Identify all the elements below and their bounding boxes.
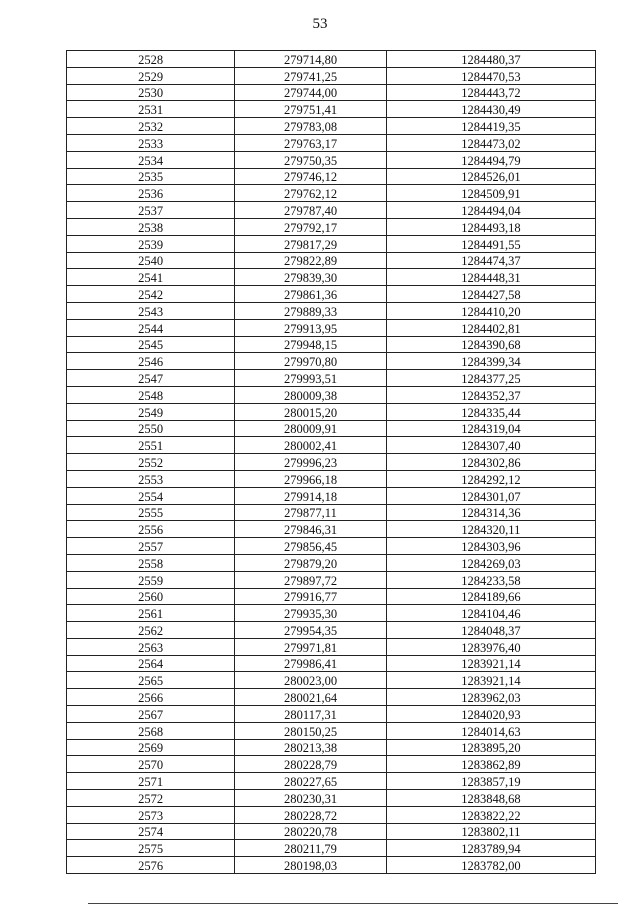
coordinates-table-body xyxy=(67,51,596,874)
x-coordinate-cell: 280198,03 xyxy=(235,857,386,874)
point-number-cell: 2576 xyxy=(67,857,235,874)
x-coordinate-cell: 280211,79 xyxy=(235,840,386,857)
point-number-cell: 2574 xyxy=(67,823,235,840)
table-row xyxy=(67,319,596,336)
point-number-cell: 2530 xyxy=(67,84,235,101)
point-number-cell: 2557 xyxy=(67,538,235,555)
x-coordinate-cell: 280228,79 xyxy=(235,756,386,773)
x-coordinate-cell: 279744,00 xyxy=(235,84,386,101)
y-coordinate-cell: 1284474,37 xyxy=(386,252,595,269)
x-coordinate-cell: 279993,51 xyxy=(235,370,386,387)
table-row xyxy=(67,538,596,555)
x-coordinate-cell: 279914,18 xyxy=(235,487,386,504)
y-coordinate-cell: 1284307,40 xyxy=(386,437,595,454)
point-number-cell: 2561 xyxy=(67,605,235,622)
coordinates-table xyxy=(66,50,596,874)
table-row xyxy=(67,353,596,370)
y-coordinate-cell: 1284430,49 xyxy=(386,101,595,118)
x-coordinate-cell: 280015,20 xyxy=(235,403,386,420)
y-coordinate-cell: 1283976,40 xyxy=(386,638,595,655)
point-number-cell: 2543 xyxy=(67,302,235,319)
y-coordinate-cell: 1284233,58 xyxy=(386,571,595,588)
y-coordinate-cell: 1284314,36 xyxy=(386,504,595,521)
table-row xyxy=(67,638,596,655)
x-coordinate-cell: 279751,41 xyxy=(235,101,386,118)
x-coordinate-cell: 279783,08 xyxy=(235,118,386,135)
x-coordinate-cell: 279746,12 xyxy=(235,168,386,185)
table-row xyxy=(67,218,596,235)
point-number-cell: 2570 xyxy=(67,756,235,773)
table-row xyxy=(67,51,596,68)
y-coordinate-cell: 1284473,02 xyxy=(386,134,595,151)
x-coordinate-cell: 280009,91 xyxy=(235,420,386,437)
y-coordinate-cell: 1283789,94 xyxy=(386,840,595,857)
table-row xyxy=(67,521,596,538)
x-coordinate-cell: 279792,17 xyxy=(235,218,386,235)
point-number-cell: 2536 xyxy=(67,185,235,202)
x-coordinate-cell: 280228,72 xyxy=(235,806,386,823)
x-coordinate-cell: 279889,33 xyxy=(235,302,386,319)
table-row xyxy=(67,84,596,101)
y-coordinate-cell: 1284480,37 xyxy=(386,51,595,68)
point-number-cell: 2569 xyxy=(67,739,235,756)
point-number-cell: 2556 xyxy=(67,521,235,538)
table-row xyxy=(67,672,596,689)
x-coordinate-cell: 279897,72 xyxy=(235,571,386,588)
x-coordinate-cell: 279714,80 xyxy=(235,51,386,68)
x-coordinate-cell: 280117,31 xyxy=(235,706,386,723)
point-number-cell: 2575 xyxy=(67,840,235,857)
table-row xyxy=(67,706,596,723)
table-row xyxy=(67,118,596,135)
y-coordinate-cell: 1283862,89 xyxy=(386,756,595,773)
point-number-cell: 2550 xyxy=(67,420,235,437)
x-coordinate-cell: 280009,38 xyxy=(235,386,386,403)
table-row xyxy=(67,857,596,874)
x-coordinate-cell: 280220,78 xyxy=(235,823,386,840)
x-coordinate-cell: 279750,35 xyxy=(235,151,386,168)
y-coordinate-cell: 1284493,18 xyxy=(386,218,595,235)
y-coordinate-cell: 1283921,14 xyxy=(386,672,595,689)
point-number-cell: 2553 xyxy=(67,470,235,487)
x-coordinate-cell: 280230,31 xyxy=(235,790,386,807)
y-coordinate-cell: 1283802,11 xyxy=(386,823,595,840)
table-row xyxy=(67,504,596,521)
table-row xyxy=(67,185,596,202)
y-coordinate-cell: 1284410,20 xyxy=(386,302,595,319)
y-coordinate-cell: 1284494,04 xyxy=(386,202,595,219)
y-coordinate-cell: 1284269,03 xyxy=(386,554,595,571)
table-row xyxy=(67,370,596,387)
table-row xyxy=(67,773,596,790)
point-number-cell: 2552 xyxy=(67,454,235,471)
y-coordinate-cell: 1284470,53 xyxy=(386,67,595,84)
y-coordinate-cell: 1284104,46 xyxy=(386,605,595,622)
y-coordinate-cell: 1284494,79 xyxy=(386,151,595,168)
x-coordinate-cell: 279948,15 xyxy=(235,336,386,353)
x-coordinate-cell: 279817,29 xyxy=(235,235,386,252)
y-coordinate-cell: 1284399,34 xyxy=(386,353,595,370)
x-coordinate-cell: 279935,30 xyxy=(235,605,386,622)
y-coordinate-cell: 1283962,03 xyxy=(386,689,595,706)
point-number-cell: 2563 xyxy=(67,638,235,655)
x-coordinate-cell: 280213,38 xyxy=(235,739,386,756)
point-number-cell: 2534 xyxy=(67,151,235,168)
table-row xyxy=(67,487,596,504)
table-row xyxy=(67,588,596,605)
x-coordinate-cell: 279861,36 xyxy=(235,286,386,303)
table-row xyxy=(67,454,596,471)
point-number-cell: 2540 xyxy=(67,252,235,269)
x-coordinate-cell: 279971,81 xyxy=(235,638,386,655)
y-coordinate-cell: 1284443,72 xyxy=(386,84,595,101)
table-row xyxy=(67,403,596,420)
table-row xyxy=(67,756,596,773)
x-coordinate-cell: 280002,41 xyxy=(235,437,386,454)
y-coordinate-cell: 1283921,14 xyxy=(386,655,595,672)
y-coordinate-cell: 1284302,86 xyxy=(386,454,595,471)
table-row xyxy=(67,470,596,487)
table-row xyxy=(67,302,596,319)
y-coordinate-cell: 1284292,12 xyxy=(386,470,595,487)
point-number-cell: 2551 xyxy=(67,437,235,454)
x-coordinate-cell: 279970,80 xyxy=(235,353,386,370)
table-row xyxy=(67,420,596,437)
point-number-cell: 2555 xyxy=(67,504,235,521)
y-coordinate-cell: 1284402,81 xyxy=(386,319,595,336)
table-row xyxy=(67,806,596,823)
point-number-cell: 2573 xyxy=(67,806,235,823)
x-coordinate-cell: 279763,17 xyxy=(235,134,386,151)
point-number-cell: 2547 xyxy=(67,370,235,387)
y-coordinate-cell: 1284377,25 xyxy=(386,370,595,387)
y-coordinate-cell: 1284390,68 xyxy=(386,336,595,353)
point-number-cell: 2531 xyxy=(67,101,235,118)
point-number-cell: 2537 xyxy=(67,202,235,219)
point-number-cell: 2564 xyxy=(67,655,235,672)
point-number-cell: 2571 xyxy=(67,773,235,790)
bottom-rule xyxy=(88,903,618,904)
y-coordinate-cell: 1284301,07 xyxy=(386,487,595,504)
point-number-cell: 2568 xyxy=(67,722,235,739)
x-coordinate-cell: 280023,00 xyxy=(235,672,386,689)
y-coordinate-cell: 1283857,19 xyxy=(386,773,595,790)
x-coordinate-cell: 279787,40 xyxy=(235,202,386,219)
point-number-cell: 2565 xyxy=(67,672,235,689)
y-coordinate-cell: 1284189,66 xyxy=(386,588,595,605)
point-number-cell: 2541 xyxy=(67,269,235,286)
table-row xyxy=(67,739,596,756)
y-coordinate-cell: 1284419,35 xyxy=(386,118,595,135)
y-coordinate-cell: 1284448,31 xyxy=(386,269,595,286)
x-coordinate-cell: 279913,95 xyxy=(235,319,386,336)
point-number-cell: 2542 xyxy=(67,286,235,303)
table-row xyxy=(67,336,596,353)
table-row xyxy=(67,790,596,807)
point-number-cell: 2554 xyxy=(67,487,235,504)
x-coordinate-cell: 279966,18 xyxy=(235,470,386,487)
table-row xyxy=(67,168,596,185)
y-coordinate-cell: 1284335,44 xyxy=(386,403,595,420)
table-row xyxy=(67,823,596,840)
point-number-cell: 2549 xyxy=(67,403,235,420)
y-coordinate-cell: 1284427,58 xyxy=(386,286,595,303)
x-coordinate-cell: 280227,65 xyxy=(235,773,386,790)
y-coordinate-cell: 1284319,04 xyxy=(386,420,595,437)
y-coordinate-cell: 1284526,01 xyxy=(386,168,595,185)
x-coordinate-cell: 279762,12 xyxy=(235,185,386,202)
x-coordinate-cell: 279856,45 xyxy=(235,538,386,555)
x-coordinate-cell: 279916,77 xyxy=(235,588,386,605)
point-number-cell: 2572 xyxy=(67,790,235,807)
x-coordinate-cell: 279846,31 xyxy=(235,521,386,538)
table-row xyxy=(67,235,596,252)
y-coordinate-cell: 1284491,55 xyxy=(386,235,595,252)
table-row xyxy=(67,622,596,639)
table-row xyxy=(67,101,596,118)
table-row xyxy=(67,269,596,286)
x-coordinate-cell: 279879,20 xyxy=(235,554,386,571)
y-coordinate-cell: 1283782,00 xyxy=(386,857,595,874)
page-number: 53 xyxy=(312,16,328,32)
y-coordinate-cell: 1284014,63 xyxy=(386,722,595,739)
point-number-cell: 2539 xyxy=(67,235,235,252)
x-coordinate-cell: 279822,89 xyxy=(235,252,386,269)
y-coordinate-cell: 1283848,68 xyxy=(386,790,595,807)
point-number-cell: 2567 xyxy=(67,706,235,723)
y-coordinate-cell: 1284352,37 xyxy=(386,386,595,403)
point-number-cell: 2532 xyxy=(67,118,235,135)
y-coordinate-cell: 1284048,37 xyxy=(386,622,595,639)
table-row xyxy=(67,252,596,269)
point-number-cell: 2529 xyxy=(67,67,235,84)
y-coordinate-cell: 1284303,96 xyxy=(386,538,595,555)
x-coordinate-cell: 279986,41 xyxy=(235,655,386,672)
point-number-cell: 2535 xyxy=(67,168,235,185)
table-row xyxy=(67,202,596,219)
point-number-cell: 2562 xyxy=(67,622,235,639)
y-coordinate-cell: 1284509,91 xyxy=(386,185,595,202)
x-coordinate-cell: 279839,30 xyxy=(235,269,386,286)
table-row xyxy=(67,67,596,84)
table-row xyxy=(67,554,596,571)
table-row xyxy=(67,151,596,168)
point-number-cell: 2548 xyxy=(67,386,235,403)
point-number-cell: 2566 xyxy=(67,689,235,706)
x-coordinate-cell: 279741,25 xyxy=(235,67,386,84)
table-row xyxy=(67,722,596,739)
y-coordinate-cell: 1284020,93 xyxy=(386,706,595,723)
point-number-cell: 2533 xyxy=(67,134,235,151)
point-number-cell: 2545 xyxy=(67,336,235,353)
table-row xyxy=(67,286,596,303)
x-coordinate-cell: 279996,23 xyxy=(235,454,386,471)
table-row xyxy=(67,655,596,672)
y-coordinate-cell: 1283822,22 xyxy=(386,806,595,823)
point-number-cell: 2546 xyxy=(67,353,235,370)
x-coordinate-cell: 279954,35 xyxy=(235,622,386,639)
y-coordinate-cell: 1283895,20 xyxy=(386,739,595,756)
point-number-cell: 2544 xyxy=(67,319,235,336)
x-coordinate-cell: 280021,64 xyxy=(235,689,386,706)
x-coordinate-cell: 280150,25 xyxy=(235,722,386,739)
point-number-cell: 2560 xyxy=(67,588,235,605)
point-number-cell: 2559 xyxy=(67,571,235,588)
point-number-cell: 2558 xyxy=(67,554,235,571)
point-number-cell: 2538 xyxy=(67,218,235,235)
table-row xyxy=(67,134,596,151)
y-coordinate-cell: 1284320,11 xyxy=(386,521,595,538)
table-row xyxy=(67,605,596,622)
table-row xyxy=(67,689,596,706)
table-row xyxy=(67,437,596,454)
table-row xyxy=(67,571,596,588)
x-coordinate-cell: 279877,11 xyxy=(235,504,386,521)
table-row xyxy=(67,840,596,857)
point-number-cell: 2528 xyxy=(67,51,235,68)
table-row xyxy=(67,386,596,403)
